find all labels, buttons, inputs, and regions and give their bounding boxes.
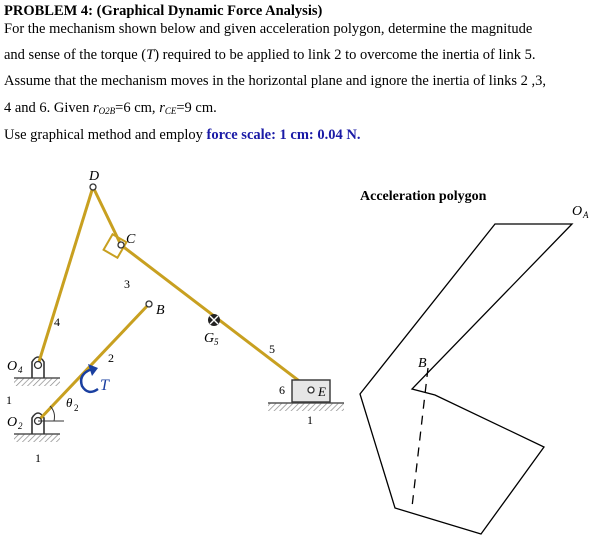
line5-part-a: Use graphical method and employ <box>4 127 207 143</box>
pin-e <box>308 387 314 393</box>
r-o2b-symbol: r <box>93 100 99 116</box>
ground-o4 <box>14 378 60 386</box>
label-d: D <box>89 169 100 184</box>
pin-o4 <box>35 362 42 369</box>
label-g5-sub: 5 <box>214 337 219 347</box>
problem-line-1: For the mechanism shown below and given acceleration polygon, determine the magnitude <box>4 21 533 37</box>
line2-part-a: and sense of the torque ( <box>4 47 147 63</box>
label-b: B <box>156 303 165 318</box>
label-torque: T <box>100 377 109 394</box>
label-link-6: 6 <box>279 383 285 397</box>
label-oa-sub: A <box>583 210 589 220</box>
acceleration-polygon-outline <box>360 224 572 534</box>
problem-line-3: Assume that the mechanism moves in the horizontal plane and ignore the inertia of links 2 ,3, <box>4 73 547 89</box>
label-o4-sub: 4 <box>18 365 23 375</box>
label-theta-sub: 2 <box>74 403 79 413</box>
label-o4: O <box>7 359 18 374</box>
r-ce-symbol: r <box>159 100 165 116</box>
label-theta: θ <box>66 395 73 410</box>
label-link-3: 3 <box>124 277 130 291</box>
label-ground-1b: 1 <box>35 451 41 465</box>
label-o2: O <box>7 415 18 430</box>
dashed-line-b <box>412 368 428 507</box>
polygon-title: Acceleration polygon <box>360 189 487 204</box>
r-ce-subscript: CE <box>164 106 177 116</box>
ground-o2 <box>14 434 60 442</box>
torque-symbol: T <box>146 47 155 63</box>
label-c: C <box>126 232 136 247</box>
label-oa: O <box>572 204 583 219</box>
label-link-2: 2 <box>108 351 114 365</box>
force-scale: force scale: 1 cm: 0.04 N. <box>206 127 361 143</box>
label-b-polygon: B <box>418 356 427 371</box>
pin-b <box>146 301 152 307</box>
label-g5: G <box>204 331 215 346</box>
pin-c <box>118 242 124 248</box>
link-4 <box>38 187 93 365</box>
label-e: E <box>318 384 326 399</box>
pin-d <box>90 184 96 190</box>
torque-arrow <box>81 369 98 392</box>
label-ground-1a: 1 <box>6 393 12 407</box>
label-ground-1c: 1 <box>307 413 313 427</box>
r-ce-value: =9 cm. <box>176 100 217 116</box>
ground-slider <box>268 403 344 411</box>
label-o2-sub: 2 <box>18 421 23 431</box>
r-o2b-value: =6 cm, <box>115 100 160 116</box>
label-link-4: 4 <box>54 315 60 329</box>
problem-title: PROBLEM 4: (Graphical Dynamic Force Analysis) <box>4 3 323 19</box>
line4-part-a: 4 and 6. Given <box>4 100 93 116</box>
r-o2b-subscript: O2B <box>98 106 116 116</box>
line2-part-c: ) required to be applied to link 2 to overcome the inertia of link 5. <box>154 47 536 63</box>
label-link-5: 5 <box>269 342 275 356</box>
